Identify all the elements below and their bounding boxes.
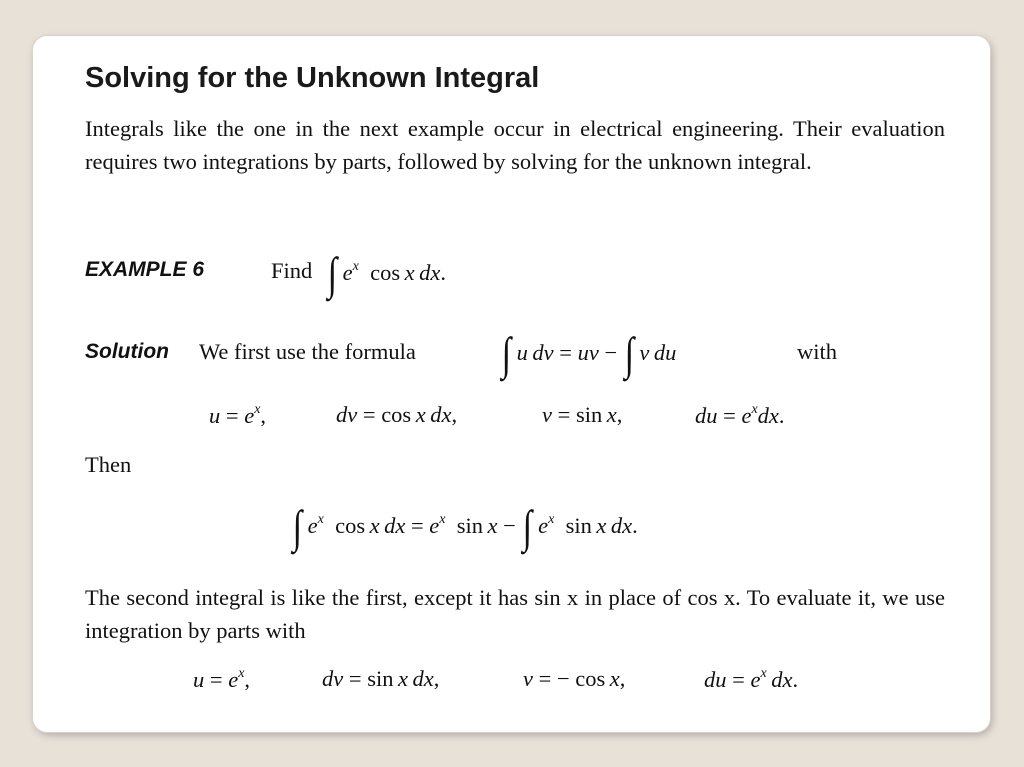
solution-text: We first use the formula (199, 339, 416, 364)
substitution-dv-1: dv = cos x dx, (336, 402, 458, 427)
substitution-du-2: du = $e^x$ dx. (704, 666, 799, 692)
substitution-v-1: v = sin x, (542, 402, 623, 427)
substitution-line-1: $u = e^x$, (209, 402, 267, 428)
substitution-line-2: $u = e^x$, (193, 666, 251, 692)
slide-card (33, 36, 990, 732)
then-text: Then (85, 452, 132, 477)
with-text: with (797, 339, 838, 364)
substitution-du-1: du = $e^xdx$. (695, 402, 785, 428)
section-title: Solving for the Unknown Integral (85, 62, 540, 94)
find-text: Find (271, 258, 313, 283)
parts-formula: ∫ u dv = uv − ∫ v du (501, 328, 677, 379)
substitution-dv-2: dv = sin x dx, (322, 666, 440, 691)
example-integral: ∫ $e^x$ cos x dx. (327, 248, 446, 299)
solution-label: Solution (85, 340, 169, 363)
example-label: EXAMPLE 6 (85, 258, 205, 281)
intro-paragraph: Integrals like the one in the next example occur in electrical engineering. Their evaluation requires two integrations by parts, followed by solving for the unknown integral. (85, 116, 945, 174)
display-equation: ∫ $e^x$ cos x dx = $e^x$ sin x − ∫ $e^x$ sin x dx. (292, 501, 638, 552)
second-paragraph: The second integral is like the first, except it has sin x in place of cos x. To evaluate it, we use integration by parts with (85, 585, 945, 643)
substitution-v-2: v = − cos x, (523, 666, 626, 691)
